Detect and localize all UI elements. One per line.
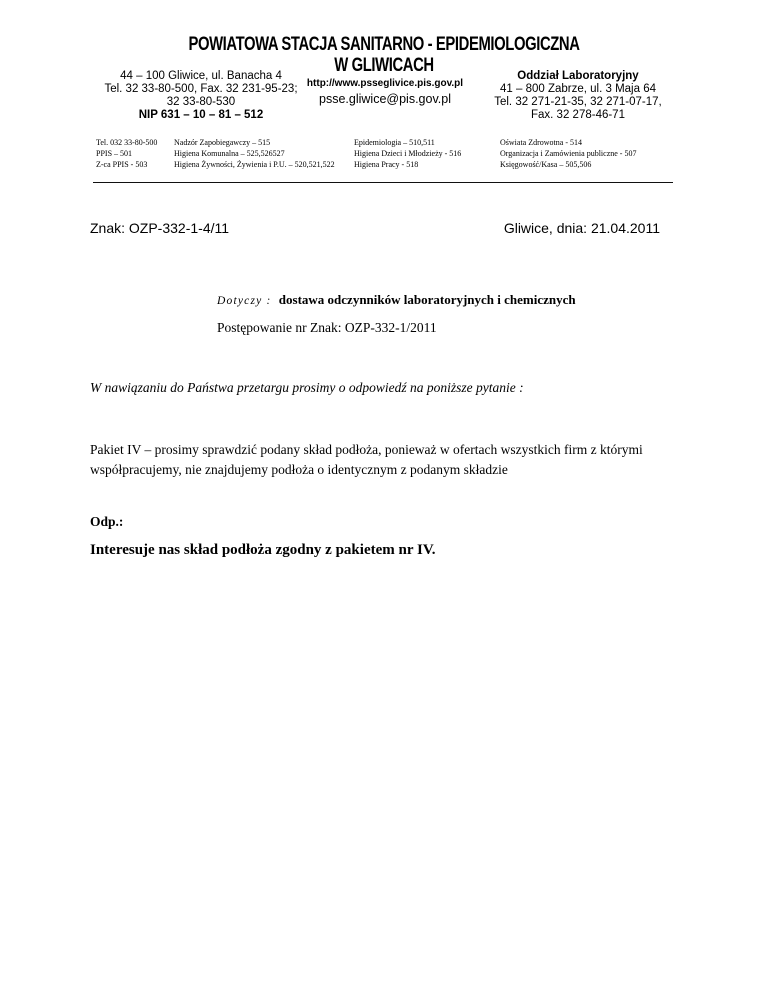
contacts-column-2 [174, 137, 354, 170]
reference-number: Znak: OZP-332-1-4/11 [90, 220, 230, 236]
contact-entry: Tel. 032 33-80-500 [96, 138, 158, 147]
main-address-block [96, 70, 306, 122]
address-line: 41 – 800 Zabrze, ul. 3 Maja 64 [500, 83, 656, 95]
contacts-column-1 [96, 137, 176, 170]
email-link[interactable]: psse.gliwice@pis.gov.pl [319, 92, 451, 106]
fax-line: Fax. 32 278-46-71 [531, 109, 625, 121]
lab-address-block [478, 70, 678, 122]
institution-city: W GLIWICACH [334, 55, 434, 76]
contact-entry: Higiena Dzieci i Młodzieży - 516 [354, 149, 462, 158]
subject-line [217, 292, 576, 308]
lab-heading: Oddział Laboratoryjny [517, 70, 639, 82]
answer-label: Odp.: [90, 514, 124, 529]
contacts-column-4 [500, 137, 680, 170]
contact-entry: Księgowość/Kasa – 505,506 [500, 160, 592, 169]
contact-entry: Z-ca PPIS - 503 [96, 160, 148, 169]
contact-entry: Epidemiologia – 510,511 [354, 138, 435, 147]
letter-date: Gliwice, dnia: 21.04.2011 [503, 220, 660, 236]
answer-text: Interesuje nas skład podłoża zgodny z pakietem nr IV. [90, 542, 436, 558]
question-line: Pakiet IV – prosimy sprawdzić podany skład podłoża, ponieważ w ofertach wszystkich firm z którymi [90, 442, 643, 457]
contact-entry: Oświata Zdrowotna - 514 [500, 138, 582, 147]
contact-entry: PPIS – 501 [96, 149, 133, 158]
subject-value: dostawa odczynników laboratoryjnych i chemicznych [278, 292, 576, 307]
website-link[interactable]: http://www.psseglivice.pis.gov.pl [306, 78, 464, 89]
contact-entry: Higiena Komunalna – 525,526527 [174, 149, 285, 158]
intro-paragraph: W nawiązaniu do Państwa przetargu prosimy o odpowiedź na poniższe pytanie : [90, 380, 524, 395]
contact-entry: Higiena Pracy - 518 [354, 160, 419, 169]
nip-number: NIP 631 – 10 – 81 – 512 [138, 109, 264, 121]
question-line: współpracujemy, nie znajdujemy podłoża o identycznym z podanym składzie [90, 462, 508, 477]
contact-entry: Higiena Żywności, Żywienia i P.U. – 520,521,522 [174, 160, 335, 169]
contact-entry: Nadzór Zapobiegawczy – 515 [174, 138, 271, 147]
address-line: 44 – 100 Gliwice, ul. Banacha 4 [120, 70, 282, 82]
header-divider [93, 182, 673, 183]
contact-entry: Organizacja i Zamówienia publiczne - 507 [500, 149, 637, 158]
institution-title: POWIATOWA STACJA SANITARNO - EPIDEMIOLOGICZNA [188, 34, 580, 55]
contacts-column-3 [354, 137, 499, 170]
phone-line: Tel. 32 33-80-500, Fax. 32 231-95-23; [104, 83, 298, 95]
web-contact-block [300, 78, 470, 106]
phone-line: Tel. 32 271-21-35, 32 271-07-17, [494, 96, 662, 108]
phone-line: 32 33-80-530 [166, 96, 236, 108]
subject-label: Dotyczy : [217, 295, 272, 307]
procedure-number: Postępowanie nr Znak: OZP-332-1/2011 [217, 320, 437, 335]
question-paragraph [90, 440, 690, 480]
